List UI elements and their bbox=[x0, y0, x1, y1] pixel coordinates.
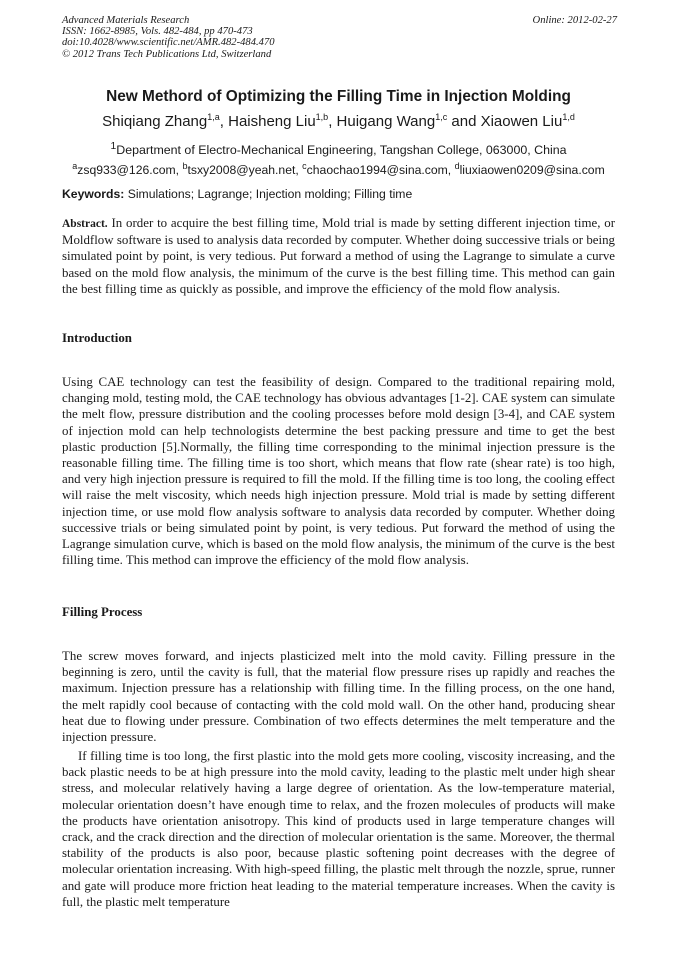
author-name: Xiaowen Liu bbox=[480, 113, 563, 130]
abstract-text: In order to acquire the best filling time, Mold trial is made by setting different injection time, or Moldflow software is used to analysis data recorded by computer. Whether doing successive trials or being simulated point by point, is very tedious. Put forward a method of using the Lagrange to simulate a curve based on the mold flow analysis, the minimum of the curve is the best filling time. This method can gain the best filling time as quickly as possible, and improve the efficiency of the mold flow analysis. bbox=[62, 216, 615, 296]
filling-paragraph-2: If filling time is too long, the first plastic into the mold gets more cooling, viscosity increasing, and the back plastic needs to be at high pressure into the mold cavity, leading to the plastic melt under high shear stress, and molecular relatively having a large degree of orientation. As the low-temperature material, molecular orientation doesn’t have enough time to relax, and the frozen molecules of products will make the products have orientation anisotropy. This kind of products used in large temperature changes will crack, and the crack direction and the direction of molecular orientation is the same. Moreover, the thermal stability of the products is also poor, because plastic softening point decreases with the degree of molecular orientation increasing. With high-speed filling, the plastic melt through the nozzle, sprue, runner and gate will produce more friction heat leading to the material temperature increases. When the cavity is full, the plastic melt temperature bbox=[62, 749, 615, 909]
online-date: Online: 2012-02-27 bbox=[532, 15, 617, 26]
author-sup: 1,d bbox=[562, 112, 575, 122]
author-list: Shiqiang Zhang$^{1,a}$, Haisheng Liu$^{1,b}$, Huigang Wang$^{1,c}$ and Xiaowen Liu$^{1,d}$ bbox=[102, 112, 575, 130]
affiliation bbox=[62, 141, 615, 157]
author-name: Haisheng Liu bbox=[228, 113, 316, 130]
abstract bbox=[62, 215, 615, 297]
filling-paragraph-1: The screw moves forward, and injects plasticized melt into the mold cavity. Filling pressure in the beginning is zero, until the cavity is full, that the material flow pressure rises up rapidly and reaches the maximum. Injection pressure has a relationship with filling time. In the filling process, on the one hand, the melt rapidly cool because of contacting with the cold mold wall. On the other hand, producing shear heat due to flowing under pressure. Combination of two effects determines the melt temperature and the injection pressure. bbox=[62, 649, 615, 745]
email-address: chaochao1994@sina.com bbox=[306, 163, 448, 178]
filling-process-heading: Filling Process bbox=[62, 605, 143, 619]
issn-line: ISSN: 1662-8985, Vols. 482-484, pp 470-473 bbox=[62, 26, 253, 38]
introduction-paragraph: Using CAE technology can test the feasibility of design. Compared to the traditional repairing mold, changing mold, testing mold, the CAE technology has obvious advantages [1-2]. CAE system can simulate the melt flow, pressure distribution and the cooling processes before mold design [3-4], and CAE system of injection mold can help technologists determine the best packing pressure and time to get the best plastic production [5].Normally, the filling time corresponding to the minimal injection pressure is the reasonable filling time. The filling time is too short, which means that flow rate (shear rate) is too high, and very high injection pressure is required to fill the mold. If the filling time is too long, the cooling effect will raise the melt viscosity, which needs high injection pressure. Mold trial is made by setting different injection time, or use mold flow analysis software to analysis data recorded by computer. Whether doing successive trials or being simulated point by point, is very tedious. Put forward the method of using the Lagrange simulation curve, which is based on the mold flow analysis, the minimum of the curve is the best filling time. This method can improve the efficiency of the mold flow analysis. bbox=[62, 375, 615, 568]
author-sup: 1,b bbox=[315, 112, 329, 122]
doi-line: doi:10.4028/www.scientific.net/AMR.482-484.470 bbox=[62, 37, 275, 49]
keywords-label: Keywords: bbox=[62, 187, 125, 201]
affiliation-text: Department of Electro-Mechanical Engineering, Tangshan College, 063000, China bbox=[116, 143, 567, 158]
keywords bbox=[62, 187, 615, 201]
author-name: Shiqiang Zhang bbox=[102, 113, 208, 130]
copyright-line: © 2012 Trans Tech Publications Ltd, Switzerland bbox=[62, 48, 272, 60]
journal-header bbox=[62, 15, 617, 60]
paper-title: New Methord of Optimizing the Filling Time in Injection Molding bbox=[106, 88, 571, 105]
keywords-text: Simulations; Lagrange; Injection molding; Filling time bbox=[127, 187, 413, 201]
journal-name: Advanced Materials Research bbox=[62, 15, 190, 26]
email-list: $^a$zsq933@126.com, $^b$tsxy2008@yeah.net, $^c$chaochao1994@sina.com, $^d$liuxiaowen0209@sina.com bbox=[72, 161, 605, 178]
author-sup: 1,a bbox=[207, 112, 220, 122]
email-address: liuxiaowen0209@sina.com bbox=[459, 163, 605, 178]
author-name: Huigang Wang bbox=[336, 113, 436, 130]
introduction-body bbox=[62, 374, 615, 568]
introduction-heading: Introduction bbox=[62, 331, 132, 345]
email-address: zsq933@126.com bbox=[77, 163, 176, 178]
abstract-label: Abstract. bbox=[62, 218, 108, 230]
author-sup: 1,c bbox=[435, 112, 448, 122]
affiliation-sup: 1 bbox=[110, 141, 117, 152]
email-address: tsxy2008@yeah.net bbox=[187, 163, 296, 178]
